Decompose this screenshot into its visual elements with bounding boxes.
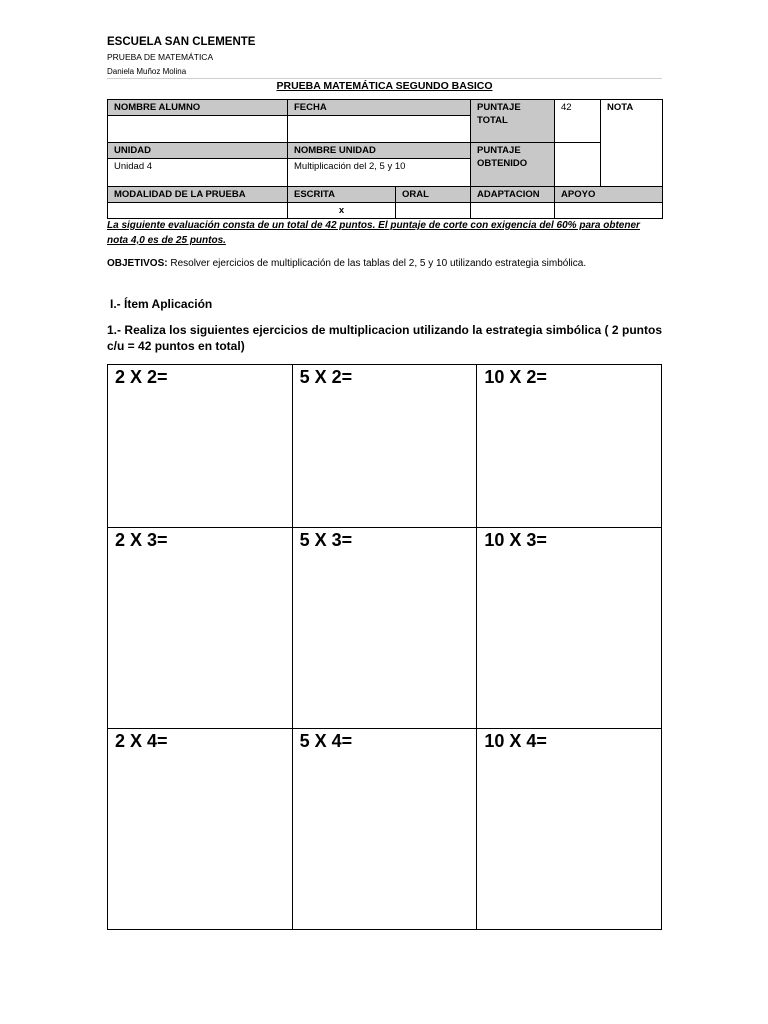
unit-name-label: NOMBRE UNIDAD	[288, 143, 471, 159]
objectives-text: Resolver ejercicios de multiplicación de las tablas del 2, 5 y 10 utilizando estrategia simbólica.	[167, 258, 587, 269]
written-label: ESCRITA	[288, 187, 396, 203]
unit-value: Unidad 4	[108, 159, 288, 187]
header-divider	[107, 78, 662, 79]
exercise-text: 2 X 2=	[115, 367, 168, 387]
school-name: ESCUELA SAN CLEMENTE	[107, 36, 256, 48]
date-label: FECHA	[288, 100, 471, 116]
student-name-field[interactable]	[108, 116, 288, 143]
exercise-text: 5 X 2=	[299, 367, 353, 387]
exercise-text: 5 X 4=	[299, 731, 353, 751]
written-mark[interactable]: x	[288, 203, 396, 219]
oral-mark[interactable]	[396, 203, 471, 219]
scoring-note: La siguiente evaluación consta de un total de 42 puntos. El puntaje de corte con exigencia del 60% para obtener nota 4,0 es de 25 puntos.	[107, 220, 640, 246]
exercise-cell[interactable]	[477, 729, 662, 930]
objectives	[107, 257, 662, 271]
grade-label: NOTA	[601, 100, 663, 187]
exercise-text: 5 X 3=	[299, 530, 353, 550]
exercise-text: 2 X 3=	[115, 530, 168, 550]
student-info-table	[107, 99, 663, 219]
exercise-cell[interactable]	[292, 729, 477, 930]
date-field[interactable]	[288, 116, 471, 143]
oral-label: ORAL	[396, 187, 471, 203]
exercise-cell[interactable]	[477, 365, 662, 528]
modality-label: MODALIDAD DE LA PRUEBA	[108, 187, 288, 203]
exercise-cell[interactable]	[292, 365, 477, 528]
obtained-score-field[interactable]	[555, 143, 601, 187]
exercise-cell[interactable]	[108, 365, 293, 528]
exercise-cell[interactable]	[477, 528, 662, 729]
instruction: 1.- Realiza los siguientes ejercicios de multiplicacion utilizando la estrategia simbólica ( 2 puntos c/u = 42 puntos en total)	[107, 323, 662, 353]
exercise-cell[interactable]	[108, 528, 293, 729]
exercise-grid	[107, 364, 662, 930]
total-score-label: PUNTAJE TOTAL	[471, 100, 555, 143]
obtained-score-label: PUNTAJE OBTENIDO	[471, 143, 555, 187]
adaptation-label: ADAPTACION	[471, 187, 555, 203]
modality-blank	[108, 203, 288, 219]
exercise-row	[108, 365, 662, 528]
unit-label: UNIDAD	[108, 143, 288, 159]
exercise-text: 10 X 3=	[484, 530, 547, 550]
exercise-row	[108, 729, 662, 930]
exercise-cell[interactable]	[108, 729, 293, 930]
subject-name: PRUEBA DE MATEMÁTICA	[107, 52, 214, 62]
exercise-text: 2 X 4=	[115, 731, 168, 751]
exercise-row	[108, 528, 662, 729]
unit-name-value: Multiplicación del 2, 5 y 10	[288, 159, 471, 187]
exercise-cell[interactable]	[292, 528, 477, 729]
objectives-label: OBJETIVOS:	[107, 258, 168, 269]
section-title: I.- Ítem Aplicación	[110, 297, 213, 311]
exercise-text: 10 X 4=	[484, 731, 547, 751]
total-score-value: 42	[555, 100, 601, 143]
support-mark[interactable]	[555, 203, 663, 219]
teacher-name: Daniela Muñoz Molina	[107, 67, 187, 76]
adaptation-mark[interactable]	[471, 203, 555, 219]
student-name-label: NOMBRE ALUMNO	[108, 100, 288, 116]
exercise-text: 10 X 2=	[484, 367, 547, 387]
support-label: APOYO	[555, 187, 663, 203]
test-title: PRUEBA MATEMÁTICA SEGUNDO BASICO	[276, 80, 493, 92]
